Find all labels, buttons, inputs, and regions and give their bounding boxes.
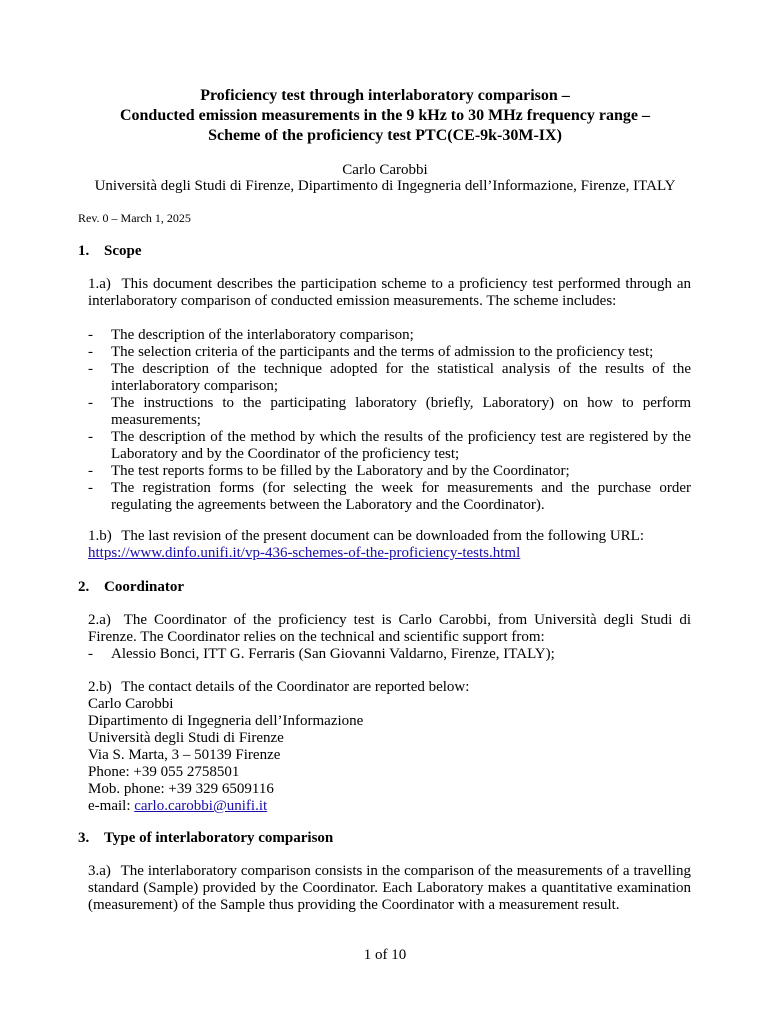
email-label: e-mail: bbox=[88, 798, 131, 814]
contact-address: Via S. Marta, 3 – 50139 Firenze bbox=[88, 747, 281, 763]
author-name: Carlo Carobbi bbox=[342, 162, 428, 178]
paragraph-text: The contact details of the Coordinator are reported below: bbox=[121, 679, 470, 695]
contact-mobile: Mob. phone: +39 329 6509116 bbox=[88, 781, 274, 797]
section-number: 2. bbox=[78, 579, 90, 595]
title-line-3: Scheme of the proficiency test PTC(CE-9k-30M-IX) bbox=[208, 127, 562, 144]
list-item: - The description of the method by which the results of the proficiency test are registered by the Laboratory and by the Coordinator of the proficiency test; bbox=[88, 429, 691, 463]
paragraph-label: 3.a) bbox=[88, 863, 111, 879]
list-item: - The description of the technique adopted for the statistical analysis of the results of the interlaboratory comparison; bbox=[88, 361, 691, 395]
paragraph-2a bbox=[88, 612, 691, 646]
section-3-heading bbox=[78, 830, 333, 847]
list-item: - The test reports forms to be filled by the Laboratory and by the Coordinator; bbox=[88, 463, 691, 480]
section-1-heading bbox=[78, 243, 142, 260]
paragraph-text: The interlaboratory comparison consists in the comparison of the measurements of a travelling standard (Sample) provided by the Coordinator. Each Laboratory makes a quantitative examination (measurement) of the Sample thus providing the Coordinator with a measurement result. bbox=[88, 863, 691, 913]
support-list bbox=[88, 646, 691, 663]
section-number: 3. bbox=[78, 830, 90, 846]
section-2-heading bbox=[78, 579, 184, 596]
paragraph-label: 2.a) bbox=[88, 612, 111, 628]
paragraph-text: The Coordinator of the proficiency test is Carlo Carobbi, from Università degli Studi di Firenze. The Coordinator relies on the technical and scientific support from: bbox=[88, 612, 691, 645]
section-number: 1. bbox=[78, 243, 90, 259]
section-title: Coordinator bbox=[104, 579, 184, 595]
paragraph-label: 2.b) bbox=[88, 679, 112, 695]
contact-university: Università degli Studi di Firenze bbox=[88, 730, 284, 746]
list-item: - The instructions to the participating laboratory (briefly, Laboratory) on how to perform measurements; bbox=[88, 395, 691, 429]
list-item: - Alessio Bonci, ITT G. Ferraris (San Giovanni Valdarno, Firenze, ITALY); bbox=[88, 646, 691, 663]
email-link[interactable]: carlo.carobbi@unifi.it bbox=[134, 798, 268, 814]
paragraph-label: 1.a) bbox=[88, 276, 111, 292]
scope-list bbox=[88, 327, 691, 514]
contact-phone: Phone: +39 055 2758501 bbox=[88, 764, 240, 780]
list-item: - The description of the interlaboratory comparison; bbox=[88, 327, 691, 344]
paragraph-label: 1.b) bbox=[88, 528, 112, 544]
author-affiliation: Università degli Studi di Firenze, Dipartimento di Ingegneria dell’Informazione, Firenze, ITALY bbox=[94, 178, 676, 194]
paragraph-1a bbox=[88, 276, 691, 310]
paragraph-text: The last revision of the present document can be downloaded from the following URL: bbox=[121, 528, 645, 544]
list-item: - The registration forms (for selecting the week for measurements and the purchase order regulating the agreements between the Laboratory and the Coordinator). bbox=[88, 480, 691, 514]
contact-department: Dipartimento di Ingegneria dell’Informazione bbox=[88, 713, 364, 729]
section-title: Scope bbox=[104, 243, 142, 259]
paragraph-3a bbox=[88, 863, 691, 914]
contact-email-line bbox=[88, 798, 691, 815]
paragraph-2b bbox=[88, 679, 691, 815]
list-item: - The selection criteria of the participants and the terms of admission to the proficiency test; bbox=[88, 344, 691, 361]
document-title bbox=[0, 86, 770, 146]
section-title: Type of interlaboratory comparison bbox=[104, 830, 334, 846]
revision-info: Rev. 0 – March 1, 2025 bbox=[78, 211, 191, 225]
title-line-2: Conducted emission measurements in the 9 kHz to 30 MHz frequency range – bbox=[119, 107, 651, 124]
page-number: 1 of 10 bbox=[363, 947, 407, 963]
paragraph-text: This document describes the participation scheme to a proficiency test performed through an interlaboratory comparison of conducted emission measurements. The scheme includes: bbox=[88, 276, 692, 309]
contact-name: Carlo Carobbi bbox=[88, 696, 174, 712]
document-url-link[interactable]: https://www.dinfo.unifi.it/vp-436-schemes-of-the-proficiency-tests.html bbox=[88, 545, 521, 561]
paragraph-1b bbox=[88, 528, 691, 562]
title-line-1: Proficiency test through interlaboratory comparison – bbox=[200, 87, 570, 104]
